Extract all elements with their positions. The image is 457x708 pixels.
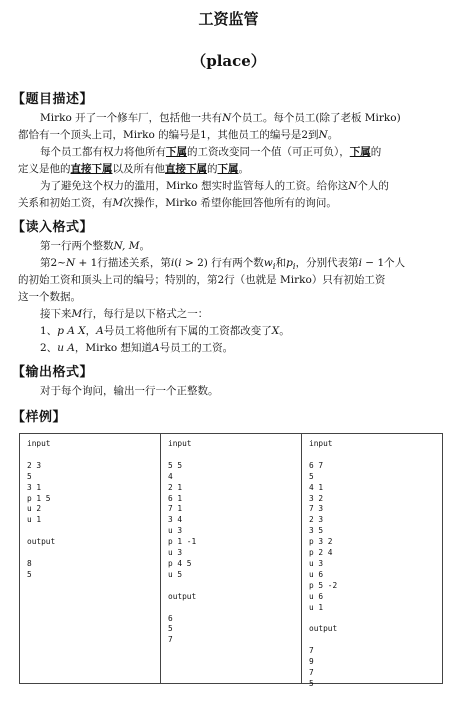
text-run: 号员工的工资。 (159, 342, 234, 354)
sample-input-text: 6 7 5 4 1 3 2 7 3 2 3 3 5 p 3 2 p 2 4 u 3 u 6 p 5 -2 u 6 u 1 (309, 460, 338, 612)
section-heading-description: 【题目描述】 (12, 92, 94, 107)
text-run: 次操作，Mirko 希望你能回答他所有的询问。 (123, 197, 337, 209)
text-run: 行，每行是以下格式之一： (82, 308, 209, 320)
section-heading-input: 【读入格式】 (12, 220, 94, 235)
page-subtitle: （place） (191, 52, 266, 70)
sample-output-label: output (27, 537, 56, 547)
desc-line-4 (18, 161, 446, 178)
input-line-7 (18, 340, 446, 357)
sample-table (19, 433, 443, 688)
math-var: X (271, 325, 280, 337)
text-run: 个人的 (357, 180, 389, 192)
text-run: 定义是他的 (18, 163, 71, 175)
text-run: 。 (279, 325, 290, 337)
text-run: 。 (238, 163, 249, 175)
text-run: Mirko 开了一个修车厂，包括他一共有 (40, 112, 223, 124)
input-line-4: 这一个数据。 (18, 291, 81, 303)
math-var: N (222, 112, 232, 124)
math-subscript: i (272, 262, 276, 273)
text-run: ，Mirko 想知道 (74, 342, 153, 354)
text-run: − 1个人 (361, 257, 406, 269)
sample-output-label: output (309, 624, 338, 634)
text-run: ，分别代表第 (295, 257, 359, 269)
section-heading-output: 【输出格式】 (12, 365, 94, 380)
desc-line-1 (18, 110, 446, 127)
sample-input-text: 5 5 4 2 1 6 1 7 1 3 4 u 3 p 1 -1 u 3 p 4 5 u 5 (168, 460, 197, 579)
math-var: p (286, 257, 293, 269)
sample-output-text: 8 5 (27, 558, 32, 579)
text-run: 每个员工都有权力将他所有 (40, 146, 166, 158)
text-run: > 2) 行有两个数 (181, 257, 264, 269)
text-run: 接下来 (40, 308, 72, 320)
emphasis: 直接下属 (70, 163, 113, 175)
math-var: w (263, 257, 273, 269)
text-run: 都恰有一个顶头上司，Mirko 的编号是1，其他员工的编号是2到 (18, 129, 319, 141)
text-run: ， (85, 325, 97, 337)
math-var: u A (57, 342, 75, 354)
emphasis: 下属 (166, 146, 187, 158)
text-run: ( (174, 257, 179, 269)
input-line-3: 的初始工资和顶头上司的编号；特别的，第2行（也就是 Mirko）只有初始工资 (18, 274, 386, 286)
input-line-1 (18, 238, 446, 255)
math-var: M (71, 308, 83, 320)
text-run: 第一行两个整数 (40, 240, 114, 252)
page-title: 工资监管 (198, 10, 259, 28)
desc-line-3 (18, 144, 446, 161)
text-run: 1、 (40, 325, 58, 337)
math-var: N (65, 257, 76, 269)
sample-input-label: input (309, 439, 333, 448)
math-var: M (112, 197, 124, 209)
emphasis: 下属 (217, 163, 239, 175)
desc-line-2 (18, 127, 446, 144)
sample-output-label: output (168, 591, 197, 601)
text-run: 和 (275, 257, 287, 269)
text-run: 为了避免这个权力的滥用，Mirko 想实时监管每人的工资。给你这 (40, 180, 349, 192)
sample-output-text: 7 9 7 5 (309, 646, 314, 688)
text-run: 的工资改变同一个值（可正可负）， (187, 146, 350, 158)
text-run: 的 (207, 163, 218, 175)
input-line-6 (18, 323, 446, 340)
math-var: N, M (113, 240, 140, 252)
text-run: 号员工将他所有下属的工资都改变了 (103, 325, 272, 337)
math-subscript: i (292, 262, 296, 273)
text-run: + 1行描述关系，第 (75, 257, 171, 269)
text-run: 的 (370, 146, 382, 158)
emphasis: 直接下属 (165, 163, 207, 175)
desc-line-6 (18, 195, 446, 212)
math-var: p A X (57, 325, 86, 337)
sample-column-1 (20, 434, 161, 683)
text-run: 。 (139, 240, 150, 252)
emphasis: 下属 (349, 146, 371, 158)
math-var: A (96, 325, 104, 337)
output-line-1: 对于每个询问，输出一行一个正整数。 (40, 385, 219, 397)
text-run: 以及所有他 (112, 163, 165, 175)
sample-output-text: 6 5 7 (168, 613, 173, 645)
sample-input-text: 2 3 5 3 1 p 1 5 u 2 u 1 (27, 460, 51, 525)
sample-input-label: input (27, 439, 51, 448)
text-run: 第2~ (40, 257, 66, 269)
math-var: i (358, 257, 362, 269)
sample-input-label: input (168, 439, 192, 448)
desc-line-5 (18, 178, 446, 195)
text-run: 2、 (40, 342, 58, 354)
sample-column-2 (161, 434, 302, 683)
input-line-5 (18, 306, 446, 323)
math-var: i (170, 257, 175, 269)
math-var: N (318, 129, 328, 141)
math-var: i (178, 257, 182, 269)
text-run: 个员工。每个员工(除了老板 Mirko) (231, 112, 401, 124)
section-heading-sample: 【样例】 (12, 410, 67, 425)
text-run: 。 (327, 129, 339, 141)
math-var: N (348, 180, 358, 192)
text-run: 关系和初始工资，有 (18, 197, 113, 209)
sample-column-3 (302, 434, 442, 688)
math-var: A (152, 342, 160, 354)
